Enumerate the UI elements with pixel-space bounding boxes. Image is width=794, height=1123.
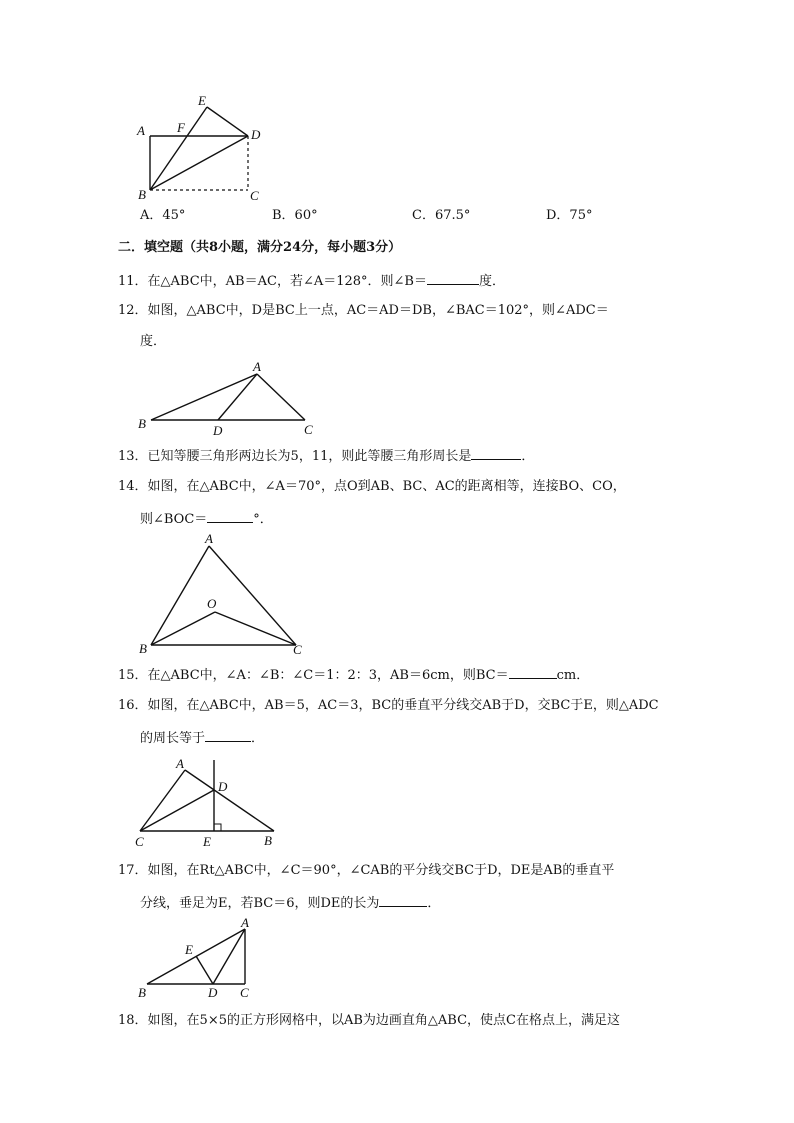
label-A: A [176, 756, 184, 771]
label-D: D [251, 127, 261, 142]
q15-text: 15．在△ABC中，∠A：∠B：∠C＝1：2：3，AB＝6cm，则BC＝ [118, 668, 509, 683]
q10-option-a: A．45° [140, 208, 186, 223]
label-B: B [138, 985, 146, 1000]
label-C: C [135, 834, 144, 849]
q17-text: 分线，垂足为E，若BC＝6，则DE的长为 [140, 896, 380, 911]
q16-after: ． [251, 731, 265, 746]
label-A: A [241, 915, 249, 930]
label-D: D [208, 985, 218, 1000]
q17-blank [379, 893, 427, 907]
q14-after: °． [253, 512, 273, 527]
q10-figure [130, 90, 270, 205]
question-11 [118, 271, 505, 291]
q10-option-d: D．75° [546, 208, 593, 223]
label-B: B [138, 416, 146, 431]
label-B: B [139, 641, 147, 656]
label-C: C [250, 188, 259, 203]
question-15 [118, 665, 589, 685]
question-16-line2 [140, 728, 264, 748]
q15-after: cm． [556, 668, 590, 683]
label-A: A [137, 123, 145, 138]
question-12-line2: 度． [140, 334, 167, 349]
q17-figure [130, 916, 265, 1006]
label-D: D [213, 423, 223, 438]
label-C: C [293, 642, 302, 657]
label-C: C [240, 985, 249, 1000]
section-2-title: 二．填空题（共8小题，满分24分，每小题3分） [118, 240, 402, 255]
label-C: C [304, 422, 313, 437]
label-O: O [207, 596, 217, 611]
label-A: A [253, 359, 261, 374]
label-B: B [138, 187, 146, 202]
q11-blank [427, 271, 479, 285]
q13-text: 13．已知等腰三角形两边长为5，11，则此等腰三角形周长是 [118, 449, 472, 464]
question-14-line2 [140, 509, 273, 529]
q13-after: ． [521, 449, 535, 464]
q14-figure [130, 532, 310, 657]
q13-blank [471, 446, 521, 460]
question-17-line2 [140, 893, 440, 913]
question-13 [118, 446, 534, 466]
q10-option-c: C．67.5° [412, 208, 471, 223]
q16-text: 的周长等于 [140, 731, 206, 746]
q14-text: 则∠BOC＝ [140, 512, 208, 527]
q15-blank [509, 665, 557, 679]
q17-after: ． [427, 896, 441, 911]
question-12-line1: 12．如图，△ABC中，D是BC上一点，AC＝AD＝DB，∠BAC＝102°，则∠ADC＝ [118, 303, 609, 318]
q11-after: 度． [479, 274, 506, 289]
label-E: E [198, 93, 206, 108]
q11-text: 11．在△ABC中，AB＝AC，若∠A＝128°．则∠B＝ [118, 274, 427, 289]
question-18-line1: 18．如图，在5×5的正方形网格中，以AB为边画直角△ABC，使点C在格点上，满足这 [118, 1013, 620, 1028]
label-E: E [185, 942, 193, 957]
label-B: B [264, 833, 272, 848]
question-14-line1: 14．如图，在△ABC中，∠A＝70°，点O到AB、BC、AC的距离相等，连接BO、CO， [118, 479, 626, 494]
q16-blank [205, 728, 251, 742]
label-D: D [218, 779, 228, 794]
question-17-line1: 17．如图，在Rt△ABC中，∠C＝90°，∠CAB的平分线交BC于D，DE是AB的垂直平 [118, 863, 615, 878]
question-16-line1: 16．如图，在△ABC中，AB＝5，AC＝3，BC的垂直平分线交AB于D，交BC于E，则△ADC [118, 698, 659, 713]
q12-figure [130, 358, 320, 438]
label-A: A [205, 531, 213, 546]
q16-figure [130, 752, 290, 852]
q10-option-b: B．60° [272, 208, 318, 223]
label-E: E [203, 834, 211, 849]
q14-blank [207, 509, 253, 523]
label-F: F [177, 120, 185, 135]
